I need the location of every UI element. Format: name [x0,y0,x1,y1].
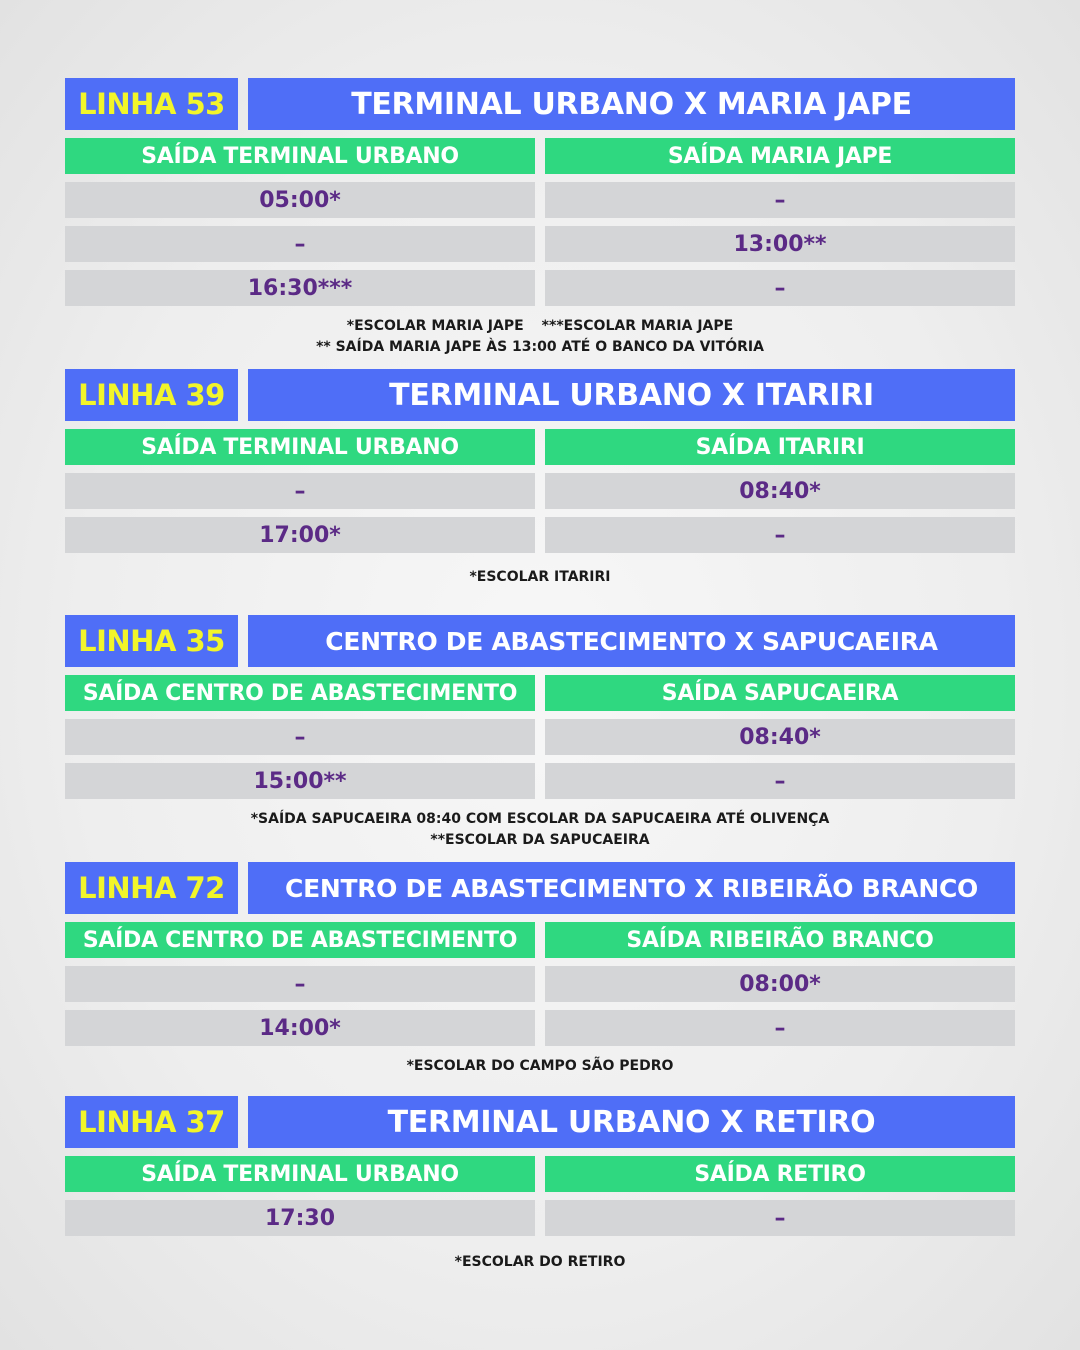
footnote: *ESCOLAR DO RETIRO [454,1254,626,1270]
time-cell-b: 13:00** [545,226,1015,262]
footnote: *ESCOLAR DO CAMPO SÃO PEDRO [406,1058,674,1074]
time-cell-b: – [545,1010,1015,1046]
schedule-linha-72 [65,862,1015,1077]
time-cell-a: – [65,226,535,262]
direction-headers [65,1156,1015,1192]
footnote: *ESCOLAR ITARIRI [469,569,611,585]
footnote: ***ESCOLAR MARIA JAPE [541,318,734,334]
time-cell-a: 17:00* [65,517,535,553]
schedule-linha-35 [65,615,1015,851]
direction-headers [65,922,1015,958]
footnote: ** SAÍDA MARIA JAPE ÀS 13:00 ATÉ O BANCO DA VITÓRIA [316,339,764,355]
direction-header-b: SAÍDA ITARIRI [545,429,1015,465]
line-number-badge: LINHA 53 [65,78,238,130]
time-row [65,1200,1015,1236]
route-title: TERMINAL URBANO X ITARIRI [248,369,1015,421]
direction-header-b: SAÍDA SAPUCAEIRA [545,675,1015,711]
time-row [65,473,1015,509]
footnotes [65,1252,1015,1273]
time-row [65,270,1015,306]
time-cell-b: 08:00* [545,966,1015,1002]
section-header [65,862,1015,914]
direction-header-a: SAÍDA TERMINAL URBANO [65,429,535,465]
time-cell-b: – [545,763,1015,799]
footnotes [65,809,1015,851]
footnotes [65,1056,1015,1077]
schedule-linha-39 [65,369,1015,588]
direction-header-a: SAÍDA TERMINAL URBANO [65,1156,535,1192]
time-row [65,226,1015,262]
time-cell-a: 15:00** [65,763,535,799]
direction-header-b: SAÍDA RETIRO [545,1156,1015,1192]
time-cell-b: 08:40* [545,473,1015,509]
line-number-badge: LINHA 72 [65,862,238,914]
time-cell-a: – [65,473,535,509]
section-header [65,78,1015,130]
time-cell-a: 16:30*** [65,270,535,306]
direction-header-a: SAÍDA TERMINAL URBANO [65,138,535,174]
direction-header-a: SAÍDA CENTRO DE ABASTECIMENTO [65,675,535,711]
time-cell-a: 14:00* [65,1010,535,1046]
time-row [65,966,1015,1002]
time-row [65,763,1015,799]
line-number-badge: LINHA 37 [65,1096,238,1148]
time-cell-a: – [65,966,535,1002]
section-header [65,615,1015,667]
direction-header-b: SAÍDA MARIA JAPE [545,138,1015,174]
time-cell-b: – [545,517,1015,553]
route-title: TERMINAL URBANO X MARIA JAPE [248,78,1015,130]
time-cell-b: 08:40* [545,719,1015,755]
time-cell-a: 05:00* [65,182,535,218]
footnote: *SAÍDA SAPUCAEIRA 08:40 COM ESCOLAR DA SAPUCAEIRA ATÉ OLIVENÇA [250,811,830,827]
time-row [65,182,1015,218]
schedule-linha-37 [65,1096,1015,1273]
time-cell-a: – [65,719,535,755]
direction-headers [65,429,1015,465]
time-row [65,517,1015,553]
route-title: CENTRO DE ABASTECIMENTO X RIBEIRÃO BRANCO [248,862,1015,914]
footnotes [65,567,1015,588]
section-header [65,369,1015,421]
line-number-badge: LINHA 35 [65,615,238,667]
time-cell-b: – [545,270,1015,306]
footnote: **ESCOLAR DA SAPUCAEIRA [430,832,650,848]
direction-headers [65,675,1015,711]
section-header [65,1096,1015,1148]
footnote-line [65,316,1015,337]
time-row [65,719,1015,755]
direction-headers [65,138,1015,174]
time-row [65,1010,1015,1046]
footnote: *ESCOLAR MARIA JAPE [346,318,524,334]
line-number-badge: LINHA 39 [65,369,238,421]
time-cell-b: – [545,1200,1015,1236]
direction-header-b: SAÍDA RIBEIRÃO BRANCO [545,922,1015,958]
time-cell-b: – [545,182,1015,218]
schedule-linha-53 [65,78,1015,358]
time-cell-a: 17:30 [65,1200,535,1236]
route-title: TERMINAL URBANO X RETIRO [248,1096,1015,1148]
direction-header-a: SAÍDA CENTRO DE ABASTECIMENTO [65,922,535,958]
footnotes [65,316,1015,358]
route-title: CENTRO DE ABASTECIMENTO X SAPUCAEIRA [248,615,1015,667]
